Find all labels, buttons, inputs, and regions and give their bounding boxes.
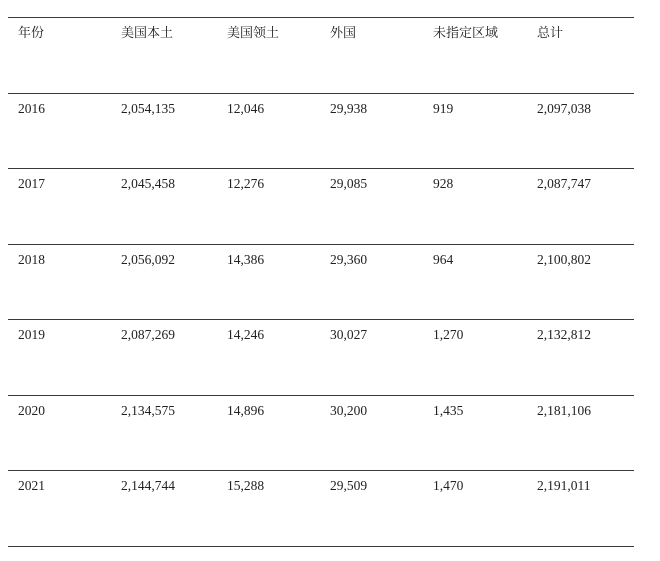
cell-unspecified: 1,470 — [433, 478, 464, 493]
table-row — [8, 94, 634, 170]
cell-territories: 14,896 — [227, 402, 265, 418]
data-table — [8, 17, 634, 547]
header-year: 年份 — [18, 26, 45, 41]
header-foreign: 外国 — [330, 26, 357, 41]
table-row — [8, 396, 634, 472]
table-row — [8, 245, 634, 321]
cell-year: 2017 — [18, 176, 45, 191]
cell-territories: 14,246 — [227, 327, 265, 342]
cell-total: 2,181,106 — [537, 402, 591, 418]
cell-total: 2,132,812 — [537, 327, 591, 342]
table-row — [8, 471, 634, 547]
cell-unspecified: 964 — [433, 251, 454, 267]
cell-territories: 12,046 — [227, 100, 265, 116]
cell-territories: 12,276 — [227, 176, 265, 191]
cell-unspecified: 1,270 — [433, 327, 464, 342]
cell-foreign: 29,509 — [330, 478, 368, 493]
cell-territories: 15,288 — [227, 478, 265, 493]
cell-foreign: 29,085 — [330, 176, 368, 191]
cell-unspecified: 919 — [433, 100, 454, 116]
cell-year: 2018 — [18, 251, 45, 267]
cell-mainland: 2,134,575 — [121, 402, 175, 418]
cell-foreign: 30,200 — [330, 402, 368, 418]
header-mainland: 美国本土 — [121, 26, 174, 41]
cell-unspecified: 928 — [433, 176, 454, 191]
table-row — [8, 169, 634, 245]
cell-mainland: 2,144,744 — [121, 478, 175, 493]
cell-foreign: 30,027 — [330, 327, 368, 342]
header-total: 总计 — [537, 26, 564, 41]
cell-mainland: 2,054,135 — [121, 100, 175, 116]
header-unspecified: 未指定区域 — [433, 26, 499, 41]
cell-total: 2,191,011 — [537, 478, 591, 493]
cell-year: 2020 — [18, 402, 45, 418]
cell-total: 2,100,802 — [537, 251, 591, 267]
cell-mainland: 2,087,269 — [121, 327, 175, 342]
cell-mainland: 2,056,092 — [121, 251, 175, 267]
table-header-row — [8, 18, 634, 94]
cell-territories: 14,386 — [227, 251, 265, 267]
table-row — [8, 320, 634, 396]
cell-year: 2019 — [18, 327, 45, 342]
header-territories: 美国领土 — [227, 26, 280, 41]
cell-mainland: 2,045,458 — [121, 176, 175, 191]
cell-total: 2,097,038 — [537, 100, 591, 116]
cell-total: 2,087,747 — [537, 176, 591, 191]
cell-year: 2016 — [18, 100, 45, 116]
cell-unspecified: 1,435 — [433, 402, 464, 418]
cell-year: 2021 — [18, 478, 45, 493]
cell-foreign: 29,360 — [330, 251, 368, 267]
cell-foreign: 29,938 — [330, 100, 368, 116]
